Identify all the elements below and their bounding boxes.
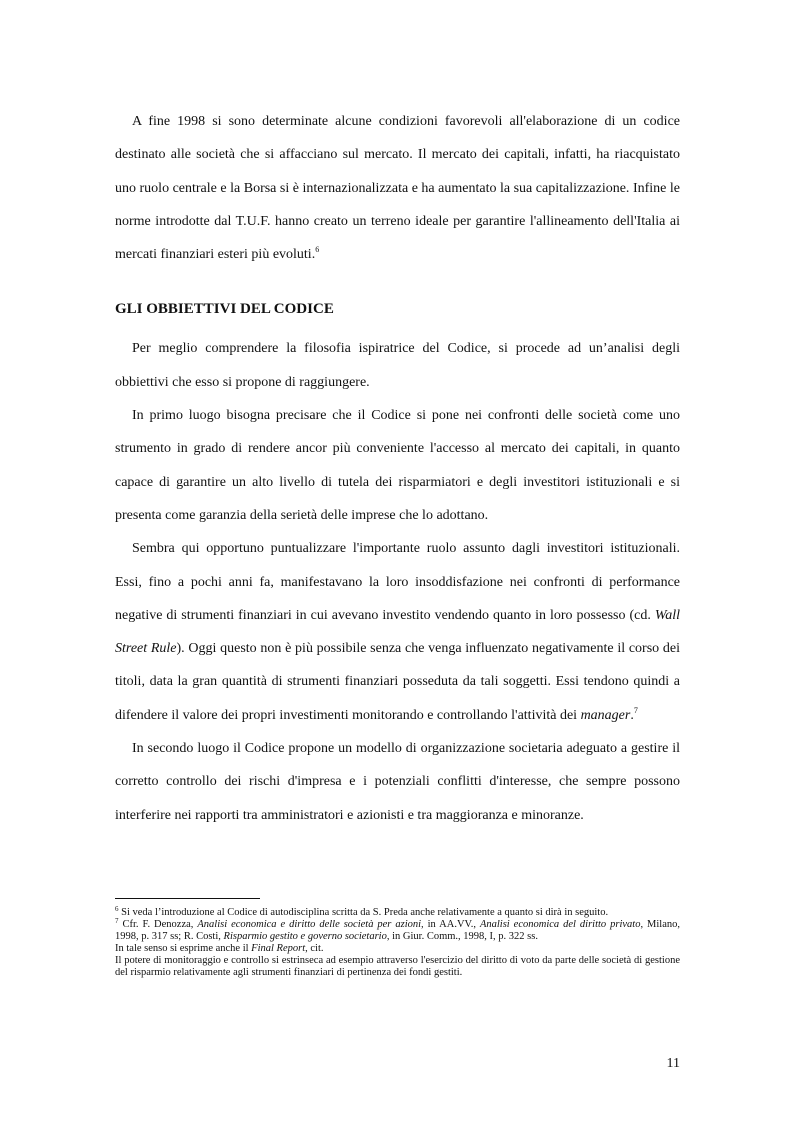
section-heading: GLI OBBIETTIVI DEL CODICE (115, 301, 334, 318)
paragraph-4-italic-manager: manager (580, 707, 631, 723)
footnote-7-text-b: in AA.VV., (423, 919, 480, 930)
footnote-ref-7[interactable]: 7 (633, 705, 638, 715)
footnote-7 (115, 919, 680, 943)
footnote-7b-text-b: , cit. (305, 943, 324, 954)
page-number: 11 (666, 1056, 680, 1071)
footnote-7b-text-a: In tale senso si esprime anche il (115, 943, 252, 954)
page-body (115, 105, 680, 832)
paragraph-3: In primo luogo bisogna precisare che il Codice si pone nei confronti delle società come uno strumento in grado di rendere ancor più conveniente l'accesso al mercato dei capitali, in quanto capace di garantire un alto livello di tutela dei risparmiatori e degli investitori istituzionali e si presenta come garanzia della serietà delle imprese che lo adottano. (115, 408, 680, 523)
footnote-7-continuation (115, 943, 680, 955)
footnote-7-italic-a: Analisi economica e diritto delle società per azioni, (197, 919, 424, 930)
footnote-7-continuation-2: Il potere di monitoraggio e controllo si estrinseca ad esempio attraverso l'esercizio del diritto di voto da parte delle società di gestione del risparmio relativamente agli strumenti finanziari di pertinenza dei fondi gestiti. (115, 955, 680, 978)
paragraph-4-italic-wall-street-rule: Wall Street Rule (115, 607, 680, 657)
paragraph-4-text-b: ). Oggi questo non è più possibile senza che venga influenzato negativamente il corso dei titoli, data la gran quantità di strumenti finanziari posseduta da tali soggetti. Essi tendono quindi a difendere il valore dei propri investimenti monitorando e controllando l'attività dei (115, 641, 680, 723)
paragraph-1 (115, 105, 680, 271)
footnote-7-text-d: , in Giur. Comm., 1998, I, p. 322 ss. (386, 931, 538, 942)
footnote-7-italic-b: Analisi economica del diritto privato (479, 919, 641, 930)
footnote-7-number: 7 (115, 917, 119, 925)
paragraph-5: In secondo luogo il Codice propone un modello di organizzazione societaria adeguato a gestire il corretto controllo dei rischi d'impresa e i potenziali conflitti d'interesse, che sempre possono interferire nei rapporti tra amministratori e azionisti e tra maggioranza e minoranze. (115, 741, 680, 823)
paragraph-4-text-c: . (630, 707, 634, 723)
footnote-7b-italic: Final Report (251, 943, 306, 954)
paragraph-2: Per meglio comprendere la filosofia ispiratrice del Codice, si procede ad un’analisi degli obbiettivi che esso si propone di raggiungere. (115, 341, 680, 390)
paragraph-1-text: A fine 1998 si sono determinate alcune condizioni favorevoli all'elaborazione di un codice destinato alle società che si affacciano sul mercato. Il mercato dei capitali, infatti, ha riacquistato uno ruolo centrale e la Borsa si è internazionalizzata e ha aumentato la sua capitalizzazione. Infine le norme introdotte dal T.U.F. hanno creato un terreno ideale per garantire l'allineamento dell'Italia ai mercati finanziari esteri più evoluti. (115, 114, 680, 263)
footnotes-section (115, 898, 680, 979)
footnote-6-number: 6 (115, 905, 119, 913)
footnote-6 (115, 907, 680, 919)
footnote-7-text-c: , Milano, 1998, p. 317 ss; R. Costi, (115, 919, 680, 942)
footnote-7-text-a: Cfr. F. Denozza, (118, 919, 198, 930)
footnote-ref-6[interactable]: 6 (315, 245, 320, 255)
paragraph-4-text-a: Sembra qui opportuno puntualizzare l'importante ruolo assunto dagli investitori istituzionali. Essi, fino a pochi anni fa, manifestavano la loro insoddisfazione nei confronti di performance negative di strumenti finanziari in cui avevano investito vendendo quanto in loro possesso (cd. (115, 541, 680, 623)
footnote-7-italic-c: Risparmio gestito e governo societario (223, 931, 387, 942)
footnote-6-text: Si veda l’introduzione al Codice di autodisciplina scritta da S. Preda anche relativamente a quanto si dirà in seguito. (118, 907, 609, 918)
footnote-separator (115, 898, 260, 899)
paragraph-4 (115, 532, 680, 732)
